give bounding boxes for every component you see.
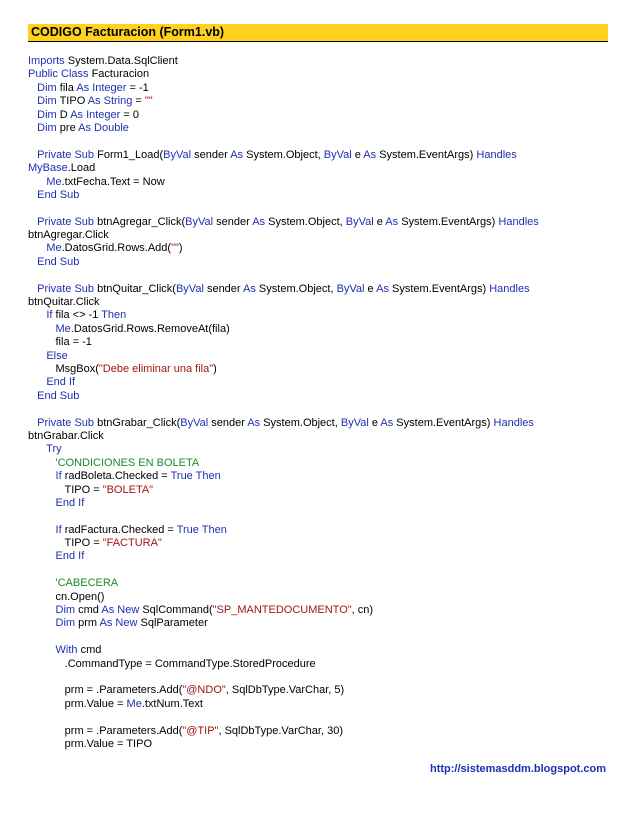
code-line: [28, 510, 618, 523]
code-text: e: [368, 416, 381, 429]
document-title: CODIGO Facturacion (Form1.vb): [31, 25, 225, 39]
code-keyword: ByVal: [323, 148, 352, 161]
code-keyword: As New: [99, 617, 138, 630]
code-text: radFactura.Checked =: [61, 523, 177, 536]
code-string: "@TIP": [182, 724, 219, 737]
code-line: [28, 269, 618, 282]
code-keyword: Private Sub: [37, 416, 95, 429]
code-text: prm.Value =: [28, 697, 127, 710]
code-line: [28, 617, 618, 630]
code-text: .txtNum.Text: [141, 697, 203, 710]
code-text: System.Data.SqlClient: [64, 55, 178, 67]
code-keyword: As: [380, 416, 394, 429]
code-string: "Debe eliminar una fila": [98, 362, 214, 375]
code-keyword: Handles: [489, 282, 530, 295]
code-line: [28, 550, 618, 563]
code-text: [28, 95, 37, 107]
code-line: [28, 671, 618, 684]
code-line: [28, 202, 618, 215]
footer-url[interactable]: http://sistemasddm.blogspot.com: [429, 763, 606, 775]
code-text: btnAgregar_Click(: [94, 215, 186, 228]
code-text: ): [178, 242, 183, 255]
code-text: [28, 577, 56, 589]
code-text: TIPO =: [28, 537, 103, 550]
code-text: TIPO: [56, 95, 88, 108]
code-text: SqlParameter: [137, 617, 208, 630]
code-keyword: ByVal: [163, 148, 192, 161]
code-line: [28, 390, 618, 403]
code-line: [28, 738, 618, 751]
code-line: [28, 336, 618, 349]
code-line: [28, 470, 618, 483]
code-text: sender: [208, 416, 248, 429]
code-text: [28, 189, 37, 201]
code-text: fila: [56, 81, 77, 94]
code-text: System.EventArgs): [376, 148, 477, 161]
code-text: [28, 376, 46, 388]
code-keyword: Handles: [493, 416, 534, 429]
code-keyword: MyBase: [28, 162, 68, 175]
code-text: cmd: [75, 604, 102, 617]
code-line: [28, 537, 618, 550]
code-line: [28, 430, 618, 443]
code-keyword: As Double: [78, 121, 129, 134]
code-text: e: [373, 215, 386, 228]
code-keyword: End If: [55, 496, 85, 509]
code-keyword: As: [243, 282, 256, 295]
code-keyword: As Integer: [76, 81, 127, 94]
code-line: [28, 363, 618, 376]
code-text: [28, 350, 46, 362]
code-keyword: Me: [126, 697, 142, 710]
code-text: prm: [75, 617, 100, 630]
code-string: "": [171, 242, 179, 255]
code-text: cn.Open(): [28, 590, 105, 603]
code-text: MsgBox(: [28, 362, 99, 375]
code-text: Form1_Load(: [94, 148, 164, 161]
code-text: sender: [213, 215, 253, 228]
code-line: [28, 725, 618, 738]
code-keyword: As: [252, 215, 266, 228]
code-line: [28, 296, 618, 309]
code-keyword: As: [363, 148, 377, 161]
code-keyword: End Sub: [37, 255, 80, 268]
code-line: [28, 229, 618, 242]
code-line: [28, 417, 618, 430]
code-keyword: ByVal: [175, 282, 204, 295]
code-line: [28, 524, 618, 537]
code-text: =: [132, 95, 145, 108]
code-text: [28, 443, 46, 455]
code-keyword: ByVal: [345, 215, 374, 228]
code-line: [28, 82, 618, 95]
code-text: , cn): [351, 604, 374, 617]
code-text: [28, 417, 37, 429]
code-comment: 'CONDICIONES EN BOLETA: [55, 456, 200, 469]
code-keyword: As: [230, 148, 244, 161]
code-text: System.EventArgs): [398, 215, 499, 228]
code-text: prm = .Parameters.Add(: [28, 684, 183, 697]
code-text: [28, 497, 56, 509]
code-keyword: Public Class: [28, 68, 89, 81]
code-text: [28, 323, 56, 335]
document-title-bar: [28, 24, 608, 42]
code-keyword: Me: [55, 322, 71, 335]
code-text: = 0: [120, 108, 139, 121]
code-text: System.Object,: [243, 148, 324, 161]
code-keyword: Dim: [55, 617, 76, 630]
code-string: "FACTURA": [102, 537, 162, 550]
code-text: [28, 524, 56, 536]
code-keyword: Private Sub: [37, 148, 95, 161]
code-keyword: Dim: [37, 121, 57, 134]
code-keyword: If: [55, 523, 62, 536]
code-text: D: [56, 108, 71, 121]
code-keyword: Dim: [37, 81, 57, 94]
code-line: [28, 189, 618, 202]
code-text: e: [364, 282, 377, 295]
code-line: [28, 109, 618, 122]
code-keyword: Dim: [37, 108, 57, 121]
code-keyword: Me: [46, 175, 62, 188]
code-keyword: Private Sub: [37, 215, 95, 228]
code-keyword: Handles: [476, 148, 517, 161]
code-text: [28, 82, 37, 94]
code-line: [28, 644, 618, 657]
code-keyword: Else: [46, 349, 68, 362]
code-text: prm = .Parameters.Add(: [28, 724, 183, 737]
code-line: [28, 95, 618, 108]
code-text: System.Object,: [260, 416, 341, 429]
code-line: [28, 122, 618, 135]
code-text: SqlCommand(: [139, 604, 213, 617]
code-text: btnQuitar_Click(: [94, 282, 176, 295]
code-line: [28, 68, 618, 81]
code-keyword: Dim: [37, 95, 57, 108]
code-keyword: Try: [46, 443, 62, 456]
code-text: [28, 309, 46, 321]
code-string: "": [144, 95, 153, 108]
code-line: [28, 323, 618, 336]
code-line: [28, 604, 618, 617]
code-line: [28, 564, 618, 577]
code-string: "BOLETA": [102, 483, 154, 496]
code-text: prm.Value = TIPO: [28, 737, 152, 750]
code-text: [28, 390, 37, 402]
code-line: [28, 162, 618, 175]
code-keyword: If: [46, 309, 53, 322]
code-text: System.Object,: [255, 282, 337, 295]
code-text: , SqlDbType.VarChar, 30): [218, 724, 343, 737]
code-line: [28, 376, 618, 389]
code-line: [28, 135, 618, 148]
code-text: btnAgregar.Click: [28, 229, 109, 242]
code-keyword: Dim: [55, 604, 76, 617]
code-keyword: If: [55, 470, 62, 483]
code-keyword: As Integer: [70, 108, 121, 121]
code-text: .DatosGrid.Rows.Add(: [61, 242, 172, 255]
code-text: [28, 644, 56, 656]
code-text: btnQuitar.Click: [28, 296, 100, 309]
code-keyword: ByVal: [336, 282, 365, 295]
code-line: [28, 403, 618, 416]
code-text: [28, 256, 37, 268]
code-line: [28, 443, 618, 456]
code-text: radBoleta.Checked =: [61, 470, 171, 483]
code-text: ): [213, 362, 217, 375]
code-text: [28, 470, 56, 482]
code-text: fila = -1: [28, 336, 92, 349]
code-keyword: As New: [101, 604, 140, 617]
code-line: [28, 457, 618, 470]
code-text: btnGrabar.Click: [28, 429, 104, 442]
code-text: e: [351, 148, 364, 161]
code-line: [28, 256, 618, 269]
code-keyword: With: [55, 644, 78, 657]
code-keyword: End Sub: [37, 389, 80, 402]
code-line: [28, 309, 618, 322]
code-keyword: As: [385, 215, 399, 228]
code-keyword: End If: [55, 550, 85, 563]
code-text: sender: [203, 282, 244, 295]
code-line: [28, 216, 618, 229]
code-text: [28, 617, 56, 629]
code-keyword: End Sub: [37, 188, 80, 201]
code-comment: 'CABECERA: [55, 577, 119, 590]
code-text: [28, 149, 37, 161]
code-text: [28, 216, 37, 228]
code-line: [28, 684, 618, 697]
code-text: btnGrabar_Click(: [94, 416, 181, 429]
code-keyword: ByVal: [340, 416, 369, 429]
code-line: [28, 242, 618, 255]
code-text: System.Object,: [265, 215, 346, 228]
code-text: cmd: [77, 644, 102, 657]
code-text: fila <> -1: [52, 309, 102, 322]
code-keyword: End If: [46, 376, 76, 389]
code-text: .CommandType = CommandType.StoredProcedure: [28, 657, 316, 670]
code-text: .Load: [67, 162, 96, 175]
code-text: [28, 109, 37, 121]
code-line: [28, 497, 618, 510]
code-text: System.EventArgs): [393, 416, 494, 429]
code-line: [28, 631, 618, 644]
code-keyword: As String: [87, 95, 133, 108]
code-line: [28, 176, 618, 189]
code-line: [28, 350, 618, 363]
code-text: .txtFecha.Text = Now: [61, 175, 165, 188]
code-text: [28, 604, 56, 616]
code-text: [28, 176, 46, 188]
code-keyword: True Then: [170, 470, 221, 483]
code-keyword: Me: [46, 242, 62, 255]
code-text: Facturacion: [88, 68, 150, 81]
code-keyword: Private Sub: [37, 282, 95, 295]
code-text: sender: [191, 148, 231, 161]
code-line: [28, 577, 618, 590]
code-string: "SP_MANTEDOCUMENTO": [212, 604, 352, 617]
code-line: [28, 149, 618, 162]
code-listing: [28, 55, 618, 751]
code-text: .DatosGrid.Rows.RemoveAt(fila): [70, 322, 230, 335]
code-line: [28, 711, 618, 724]
code-keyword: Then: [101, 309, 127, 322]
code-keyword: True Then: [176, 523, 227, 536]
code-keyword: Handles: [498, 215, 539, 228]
code-string: "@NDO": [182, 684, 226, 697]
code-keyword: As: [247, 416, 261, 429]
code-text: [28, 242, 46, 254]
code-text: [28, 457, 56, 469]
code-keyword: ByVal: [185, 215, 214, 228]
code-text: [28, 283, 37, 295]
code-line: [28, 55, 618, 68]
code-text: System.EventArgs): [388, 282, 490, 295]
code-keyword: As: [376, 282, 389, 295]
code-text: TIPO =: [28, 483, 103, 496]
code-line: [28, 283, 618, 296]
code-keyword: ByVal: [180, 416, 209, 429]
code-text: pre: [56, 121, 79, 134]
code-line: [28, 484, 618, 497]
code-line: [28, 658, 618, 671]
code-text: = -1: [126, 81, 149, 94]
code-text: [28, 550, 56, 562]
code-line: [28, 591, 618, 604]
code-text: [28, 122, 37, 134]
code-text: , SqlDbType.VarChar, 5): [225, 684, 345, 697]
code-keyword: Imports: [28, 55, 65, 67]
code-line: [28, 698, 618, 711]
